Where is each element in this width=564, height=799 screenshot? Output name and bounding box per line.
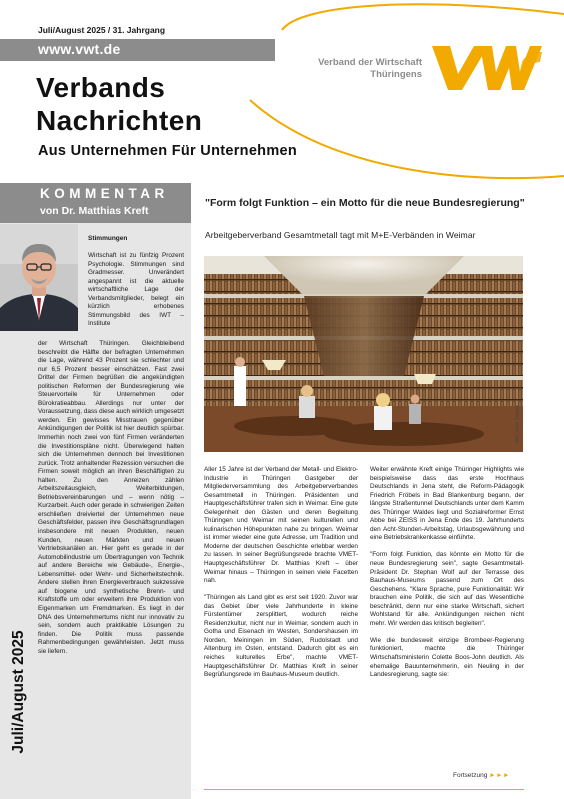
- kommentar-body: [38, 340, 184, 720]
- library-photo: [204, 256, 523, 452]
- article-column-2: [370, 466, 524, 776]
- kommentar-heading: Stimmungen: [88, 235, 128, 242]
- article-column-1: [204, 466, 358, 776]
- article-subtitle: Arbeitgeberverband Gesamtmetall tagt mit M+E-Verbänden in Weimar: [205, 230, 476, 240]
- article-paragraph: Aller 15 Jahre ist der Verband der Metall- und Elektro-Industrie in Thüringen Gastgeber der Mitgliederversammlung des Arbeitgeberverbandes Gesamtmetall in Thüringen. Präsidenten und Hauptgeschäftsführer trafen sich in Weimar. Eine gute Gelegenheit den Gästen und deren Begleitung Thüringen und Weimar mit seinen kulturellen und kulinarischen Höhepunkten nahe zu bringen. Weimar ist immer wieder eine gute Adresse, um Tradition und Moderne der deutschen Geschichte erlebbar werden zu lassen. In seiner Begrüßungsrede brachte VMET-Hauptgeschäftsführer Dr. Matthias Kreft – über Weimar hinaus – Thüringen in seinen viele Facetten nah.: [204, 466, 358, 585]
- masthead-subtitle: Aus Unternehmen Für Unternehmen: [38, 143, 298, 159]
- kommentar-body-text: der Wirtschaft Thüringen. Gleichbleibend beschreibt die Hälfte der befragten Unternehmen die Lage, während 43 Prozent sie schlechter und nur 6,5 Prozent besser einschätzen. Fast zwei Drittel der Firmen begrüßen die angekündigten politischen Reformen der Bundesregierung wie Steuervorteile für Unternehmen oder Bürokratieabbau. Allerdings nur unter der Voraussetzung, dass diese auch wirklich umgesetzt werden. Ein gewisses Misstrauen gegenüber Ankündigungen der Politik ist hier deutlich spürbar. Immerhin noch zwei von fünf Firmen veränderten die Investitionspläne nicht. Überwiegend halten sich die Unternehmen dennoch bei Investitionen zurück. Trotz anhaltender Rezession versuchen die Firmen soweit möglich an ihren Beschäftigten zu halten. Zu den Anreizen zählen Arbeitszeitausgleich, Weiterbildungen, Betriebsvereinbarungen und – wenn nötig – Kurzarbeit. Auch oder gerade in schwierigen Zeiten erschließen dreiviertel der Unternehmen neue Geschäftsfelder, passen ihre Geschäftsgrundlagen insbesondere mit neuen Produkten, neuen Kunden, neuen Märkten und neuen Vertriebskanälen an. Hier geht es gerade in der Automobilindustrie um Übertragungen von Technik auf andere Bereiche wie Gebäude-, Energie-, Lebensmittel- oder Wehr- und Sicherheitstechnik. Andere stellen ihren Energieverbrauch sukzessive auf biogene und synthetische Brenn- und Kraftstoffe um oder erweitern ihre Produktion von Eigenmarken um Fremdmarken. Es liegt in der DNA des Unternehmertums nicht nur innovativ zu sein, sondern auch praktikable Lösungen zu finden. Die Politik muss passende Rahmenbedingungen gewährleisten. Jetzt muss sie liefern.: [38, 340, 184, 655]
- photo-credit: [512, 398, 522, 450]
- kommentar-author: von Dr. Matthias Kreft: [40, 205, 149, 217]
- continuation-rule: [204, 789, 524, 790]
- vwt-logo: [430, 40, 542, 92]
- side-issue-label: [8, 626, 30, 758]
- verband-line1: Verband der Wirtschaft: [318, 57, 422, 68]
- continuation-link[interactable]: [453, 772, 510, 779]
- verband-line2: Thüringens: [370, 69, 422, 80]
- continuation-arrow-icon: ►►►: [489, 772, 510, 779]
- kommentar-lead: Wirtschaft ist zu fünfzig Prozent Psychologie. Stimmungen sind Gradmesser. Unverändert angespannt ist die aktuelle wirtschaftliche Lage der Verbandsmitglieder, belegt ein kürzlich erhobenes Stimmungsbild des IWT – Institute: [88, 252, 184, 328]
- side-issue-text: Juli/August 2025: [10, 630, 27, 754]
- article-paragraph: "Form folgt Funktion, das könnte ein Motto für die neue Bundesregierung sein", sagte Gesamtmetall-Präsident Dr. Stephan Wolf auf der Terrasse des Bauhaus-Museums passend zum Ort des Geschehens. "Klare Sprache, pure Funktionalität: Wir brauchen eine Politik, die sich auf das Wesentliche beschränkt, denn nur eine starke Wirtschaft, sichert Wohlstand für alle. Ankündigungen reichen nicht mehr. Wir werden das kritisch begleiten".: [370, 551, 524, 627]
- article-title: "Form folgt Funktion – ein Motto für die neue Bundesregierung": [205, 197, 525, 209]
- masthead-title-line2: Nachrichten: [36, 105, 203, 136]
- article-paragraph: "Thüringen als Land gibt es erst seit 1920. Zuvor war das Gebiet über viele Jahrhunderte in kleine Fürstentümer zersplittert, wodurch reiche Residenzkultur, nicht nur in Weimar, sondern auch in Gotha und Eisenach im Westen, Sondershausen im Norden, Meiningen im Süden, Rudolstadt und Altenburg im Osten, entstand. Dadurch gibt es ein reiches kulturelles Erbe", machte VMET-Hauptgeschäftsführer Dr. Matthias Kreft in seiner Begrüßungsrede im Bauhaus-Museum deutlich.: [204, 594, 358, 679]
- photo-credit-text: Bild: Viktor Strasse: [514, 405, 520, 443]
- masthead-title-line1: Verbands: [36, 72, 166, 103]
- continuation-label: Fortsetzung: [453, 772, 488, 779]
- article-paragraph: Wie die bundesweit einzige Brombeer-Regierung funktioniert, machte die Thüringer Wirtschaftsministerin Colette Boos-John deutlich. Als ehemalige Bauunternehmerin, ein Neuling in der Landesregierung, sagte sie:: [370, 636, 524, 679]
- article-paragraph: Weiter erwähnte Kreft einige Thüringer Highlights wie beispielsweise dass das erste Hochhaus Deutschlands in Jena steht, die Reform-Pädagogik Friedrich Fröbels in Bad Blankenburg begann, der längste Straßentunnel Deutschlands unter dem Kamm des Thüringer Waldes liegt und Sozialreformer Ernst Abbe bei ZEISS in Jena Ende des 19. Jahrhunderts den Acht-Stunden-Arbeitstag, Urlaubsgewährung und eine Betriebskrankenkasse einführte.: [370, 466, 524, 542]
- issue-info: Juli/August 2025 / 31. Jahrgang: [38, 25, 166, 35]
- website-url[interactable]: www.vwt.de: [38, 41, 121, 57]
- kommentar-label: KOMMENTAR: [40, 186, 169, 201]
- author-photo: [0, 224, 78, 331]
- verband-name: [318, 57, 422, 81]
